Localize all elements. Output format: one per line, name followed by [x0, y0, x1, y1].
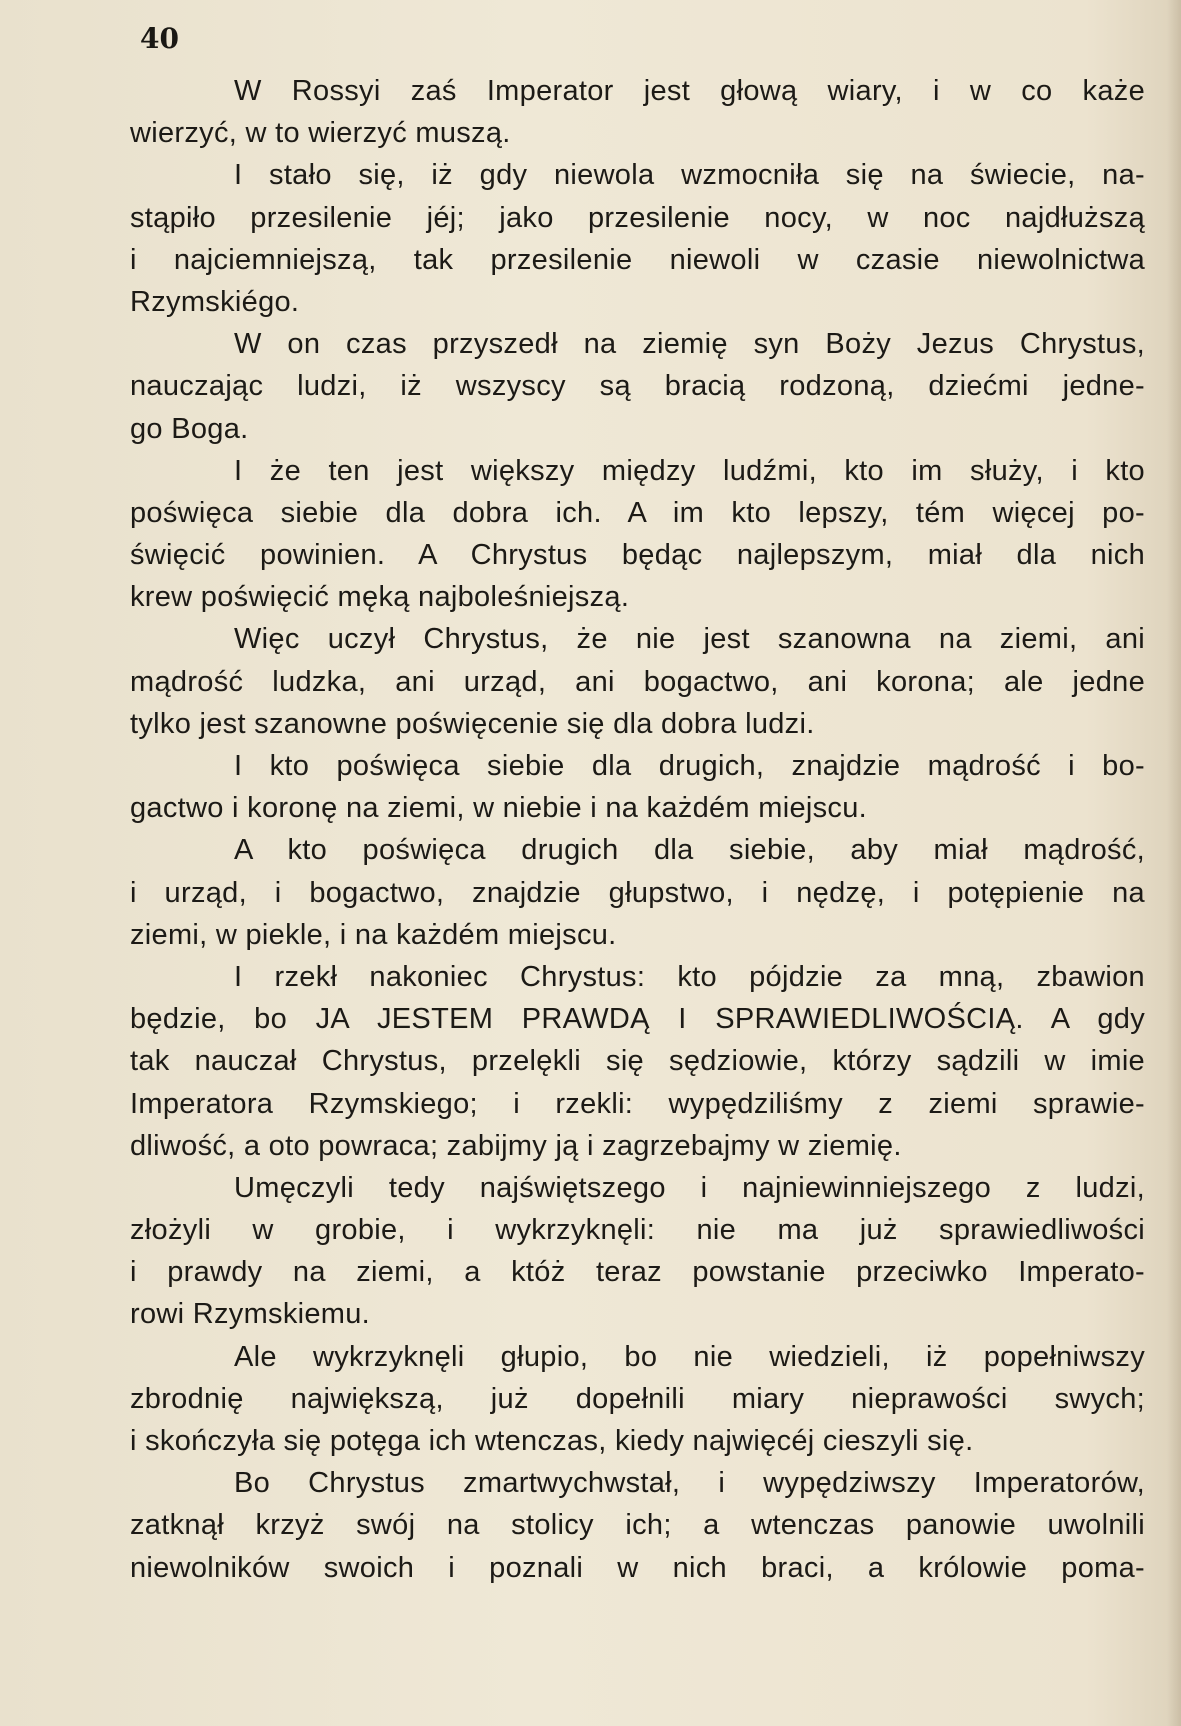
text-line: wierzyć, w to wierzyć muszą. — [130, 117, 511, 150]
text-line: I rzekł nakoniec Chrystus: kto pójdzie za mną, zbawion — [234, 960, 1145, 993]
page-number: 40 — [140, 22, 179, 55]
text-line: go Boga. — [130, 412, 249, 445]
text-line: Bo Chrystus zmartwychwstał, i wypędziwszy Imperatorów, — [234, 1467, 1145, 1500]
text-line: mądrość ludzka, ani urząd, ani bogactwo, ani korona; ale jedne — [130, 665, 1145, 698]
text-line: nauczając ludzi, iż wszyscy są bracią rodzoną, dziećmi jedne- — [130, 370, 1145, 403]
text-line: A kto poświęca drugich dla siebie, aby miał mądrość, — [234, 834, 1145, 867]
page-edge-shadow — [1167, 0, 1181, 1726]
text-line: będzie, bo JA JESTEM PRAWDĄ I SPRAWIEDLIWOŚCIĄ. A gdy — [130, 1003, 1145, 1036]
text-line: ziemi, w piekle, i na każdém miejscu. — [130, 918, 617, 951]
text-line: niewolników swoich i poznali w nich braci, a królowie poma- — [130, 1551, 1145, 1584]
text-line: i skończyła się potęga ich wtenczas, kiedy najwięcéj cieszyli się. — [130, 1425, 974, 1457]
text-line: I stało się, iż gdy niewola wzmocniła się na świecie, na- — [234, 159, 1145, 192]
text-line: Imperatora Rzymskiego; i rzekli: wypędziliśmy z ziemi sprawie- — [130, 1087, 1145, 1120]
text-line: gactwo i koronę na ziemi, w niebie i na każdém miejscu. — [130, 792, 867, 825]
text-line: dliwość, a oto powraca; zabijmy ją i zagrzebajmy w ziemię. — [130, 1129, 902, 1162]
text-line: stąpiło przesilenie jéj; jako przesilenie nocy, w noc najdłuższą — [130, 201, 1145, 234]
text-line: i urząd, i bogactwo, znajdzie głupstwo, i nędzę, i potępienie na — [130, 876, 1145, 909]
text-line: i najciemniejszą, tak przesilenie niewoli w czasie niewolnictwa — [130, 243, 1145, 276]
text-line: Umęczyli tedy najświętszego i najniewinniejszego z ludzi, — [234, 1171, 1145, 1204]
text-line: tak nauczał Chrystus, przelękli się sędziowie, którzy sądzili w imie — [130, 1045, 1145, 1078]
text-line: Rzymskiégo. — [130, 285, 300, 318]
text-line: I kto poświęca siebie dla drugich, znajdzie mądrość i bo- — [234, 750, 1145, 782]
text-line: tylko jest szanowne poświęcenie się dla dobra ludzi. — [130, 707, 815, 740]
text-line: W on czas przyszedł na ziemię syn Boży Jezus Chrystus, — [234, 328, 1145, 361]
text-line: złożyli w grobie, i wykrzyknęli: nie ma już sprawiedliwości — [130, 1214, 1145, 1247]
text-line: Ale wykrzyknęli głupio, bo nie wiedzieli, iż popełniwszy — [234, 1340, 1145, 1373]
text-line: poświęca siebie dla dobra ich. A im kto lepszy, tém więcej po- — [130, 496, 1145, 529]
text-line: i prawdy na ziemi, a któż teraz powstanie przeciwko Imperato- — [130, 1256, 1145, 1289]
text-line: zbrodnię największą, już dopełnili miary nieprawości swych; — [130, 1382, 1145, 1415]
text-line: W Rossyi zaś Imperator jest głową wiary, i w co każe — [234, 75, 1145, 107]
text-line: krew poświęcić męką najboleśniejszą. — [130, 581, 630, 614]
text-line: rowi Rzymskiemu. — [130, 1298, 371, 1331]
body-text — [130, 70, 1145, 1589]
text-line: zatknął krzyż swój na stolicy ich; a wtenczas panowie uwolnili — [130, 1509, 1145, 1542]
text-line: święcić powinien. A Chrystus będąc najlepszym, miał dla nich — [130, 539, 1145, 572]
text-line: I że ten jest większy między ludźmi, kto im służy, i kto — [234, 454, 1145, 487]
text-line: Więc uczył Chrystus, że nie jest szanowna na ziemi, ani — [234, 623, 1145, 656]
